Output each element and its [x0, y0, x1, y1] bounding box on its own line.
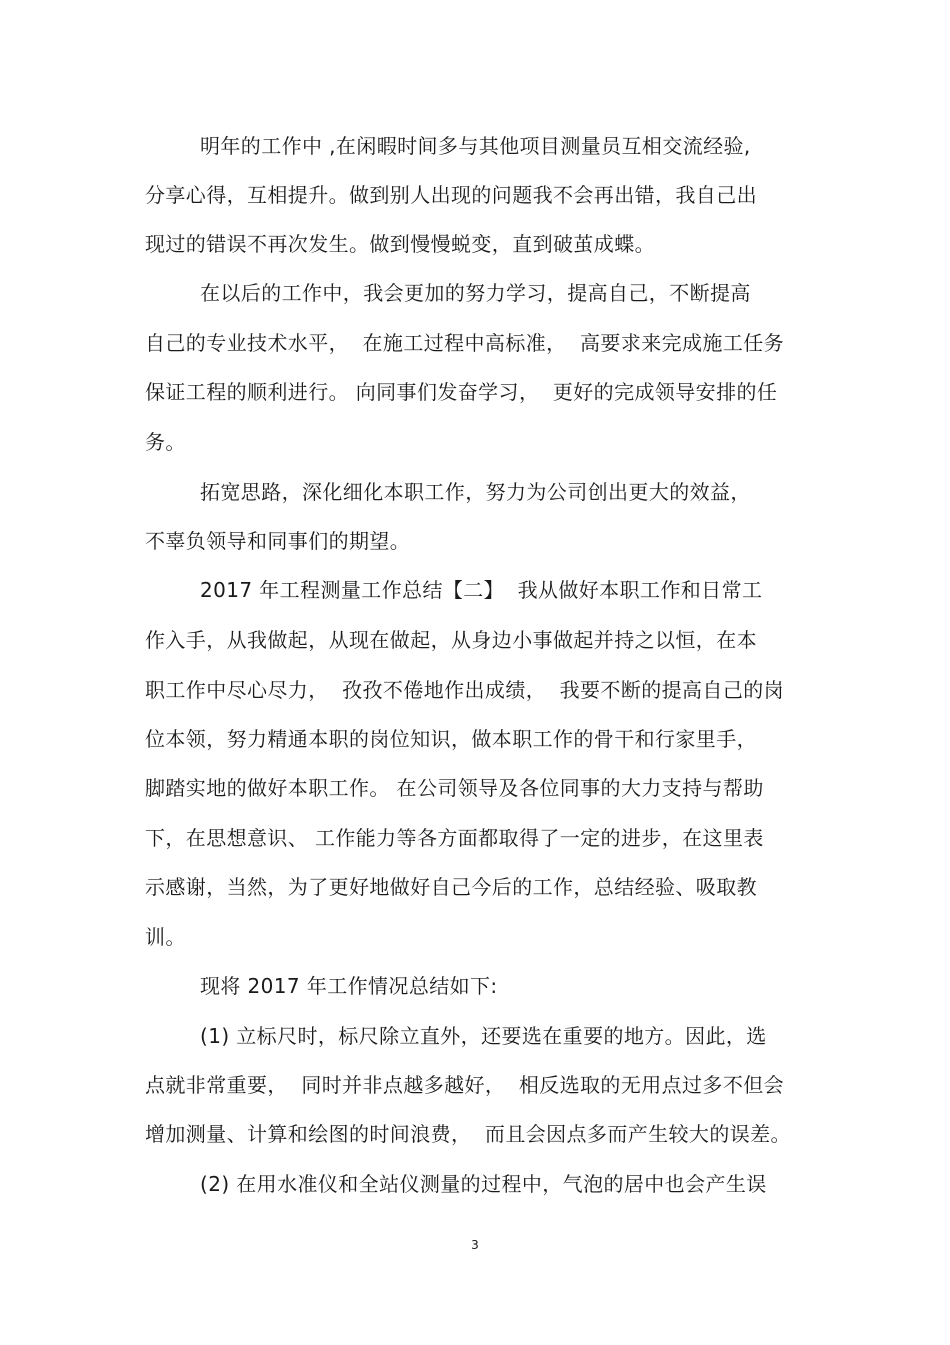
text-line: 作入手，从我做起，从现在做起，从身边小事做起并持之以恒，在本 — [145, 628, 757, 652]
text-line: 增加测量、计算和绘图的时间浪费， 而且会因点多而产生较大的误差。 — [145, 1122, 791, 1146]
text-line: 脚踏实地的做好本职工作。 在公司领导及各位同事的大力支持与帮助 — [145, 776, 764, 800]
text-line: 训。 — [145, 925, 186, 949]
text-line: 现将 2017 年工作情况总结如下: — [200, 974, 498, 998]
text-line: 明年的工作中 ,在闲暇时间多与其他项目测量员互相交流经验, — [200, 134, 751, 158]
text-line: 分享心得，互相提升。做到别人出现的问题我不会再出错，我自己出 — [145, 183, 757, 207]
text-line: 职工作中尽心尽力， 孜孜不倦地作出成绩， 我要不断的提高自己的岗 — [145, 678, 785, 702]
text-line: (2) 在用水准仪和全站仪测量的过程中，气泡的居中也会产生误 — [200, 1172, 767, 1196]
text-line: 2017 年工程测量工作总结【二】 我从做好本职工作和日常工 — [200, 578, 763, 602]
text-line: 自己的专业技术水平， 在施工过程中高标准， 高要求来完成施工任务 — [145, 331, 785, 355]
text-line: 点就非常重要， 同时并非点越多越好， 相反选取的无用点过多不但会 — [145, 1073, 785, 1097]
text-line: (1) 立标尺时，标尺除立直外，还要选在重要的地方。因此，选 — [200, 1024, 767, 1048]
text-line: 务。 — [145, 430, 186, 454]
page-number: 3 — [471, 1238, 479, 1252]
text-line: 下，在思想意识、 工作能力等各方面都取得了一定的进步，在这里表 — [145, 826, 764, 850]
text-line: 现过的错误不再次发生。做到慢慢蜕变，直到破茧成蝶。 — [145, 232, 655, 256]
text-line: 拓宽思路，深化细化本职工作，努力为公司创出更大的效益， — [200, 480, 751, 504]
text-line: 在以后的工作中，我会更加的努力学习，提高自己，不断提高 — [200, 281, 751, 305]
text-line: 示感谢，当然，为了更好地做好自己今后的工作，总结经验、吸取教 — [145, 875, 757, 899]
text-line: 位本领，努力精通本职的岗位知识，做本职工作的骨干和行家里手， — [145, 727, 757, 751]
text-line: 不辜负领导和同事们的期望。 — [145, 529, 411, 553]
text-line: 保证工程的顺利进行。 向同事们发奋学习， 更好的完成领导安排的任 — [145, 380, 778, 404]
